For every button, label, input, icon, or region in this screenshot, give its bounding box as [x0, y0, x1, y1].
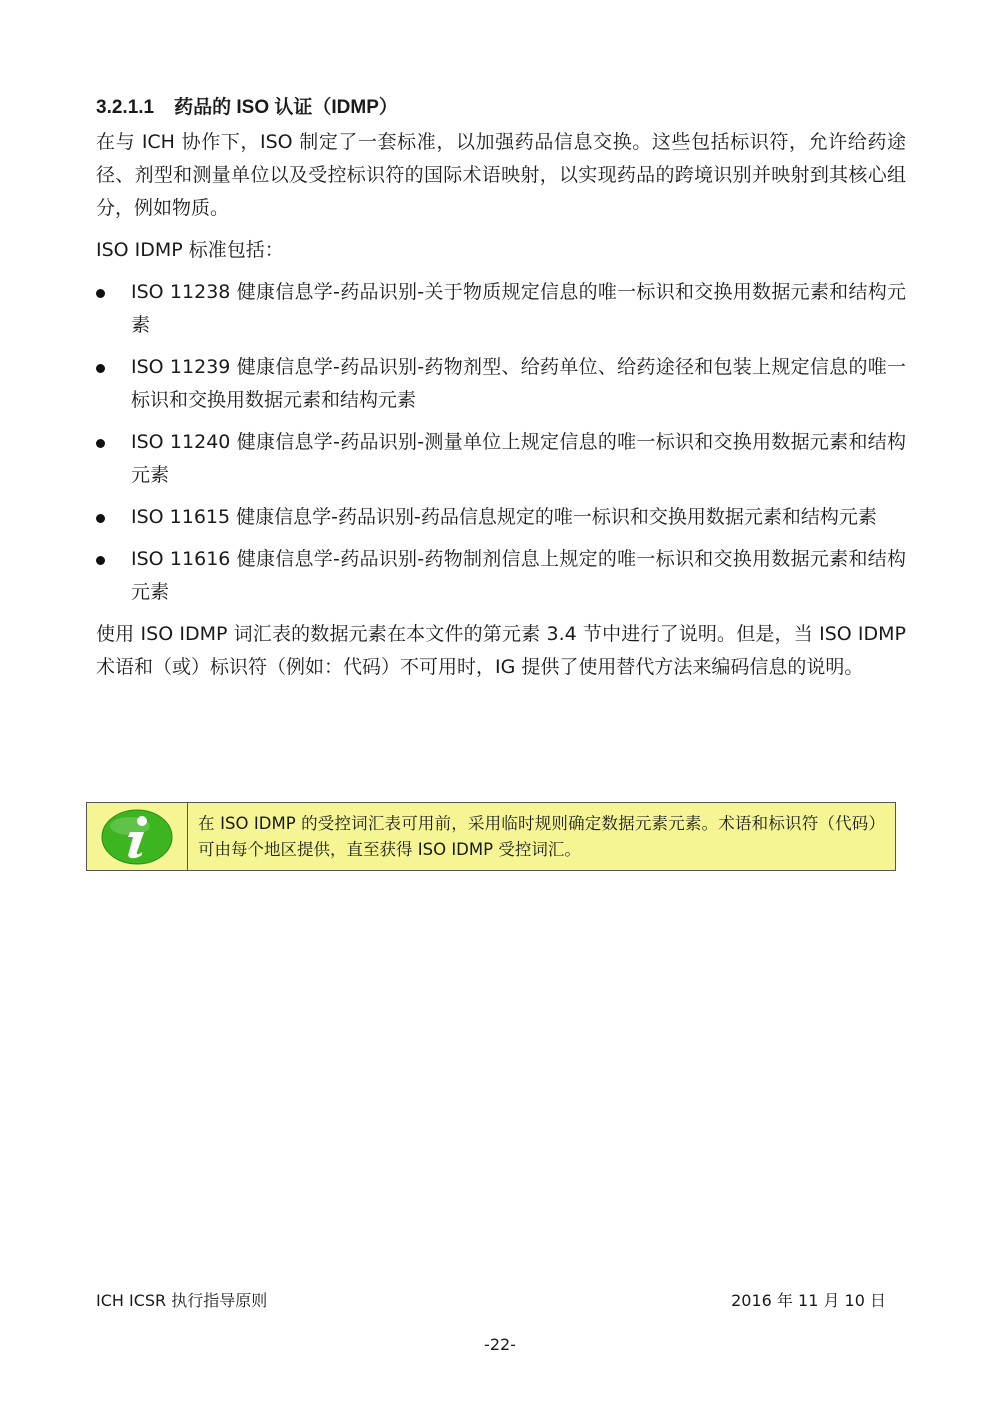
standard-text: ISO 11238 健康信息学-药品识别-关于物质规定信息的唯一标识和交换用数据元素和结构元素: [131, 281, 906, 336]
page-number: -22-: [484, 1335, 516, 1354]
list-item: [96, 351, 906, 417]
footer-document-title: ICH ICSR 执行指导原则: [96, 1291, 268, 1310]
bullet-icon: [96, 514, 105, 523]
intro-paragraph: 在与 ICH 协作下，ISO 制定了一套标准，以加强药品信息交换。这些包括标识符，允许给药途径、剂型和测量单位以及受控标识符的国际术语映射，以实现药品的跨境识别并映射到其核心组分，例如物质。: [96, 131, 906, 219]
list-item: [96, 426, 906, 492]
list-item: [96, 276, 906, 342]
standards-list: [96, 276, 906, 609]
section-heading: [96, 92, 906, 124]
note-icon-cell: [87, 803, 188, 870]
bullet-icon: [96, 556, 105, 565]
info-icon: [100, 808, 174, 866]
list-item: [96, 501, 906, 534]
closing-paragraph: 使用 ISO IDMP 词汇表的数据元素在本文件的第元素 3.4 节中进行了说明。但是，当 ISO IDMP 术语和（或）标识符（例如：代码）不可用时，IG 提供了使用替代方法来编码信息的说明。: [96, 623, 906, 678]
note-text: 在 ISO IDMP 的受控词汇表可用前，采用临时规则确定数据元素元素。术语和标识符（代码）可由每个地区提供，直至获得 ISO IDMP 受控词汇。: [198, 814, 885, 859]
main-content: [96, 92, 906, 693]
footer-date: 2016 年 11 月 10 日: [731, 1291, 886, 1310]
bullet-icon: [96, 289, 105, 298]
standard-text: ISO 11239 健康信息学-药品识别-药物剂型、给药单位、给药途径和包装上规定信息的唯一标识和交换用数据元素和结构元素: [131, 356, 906, 411]
standards-lead: ISO IDMP 标准包括：: [96, 239, 284, 261]
section-title: 药品的 ISO 认证（IDMP）: [174, 97, 398, 118]
section-number: 3.2.1.1: [96, 97, 155, 118]
info-note-box: [86, 802, 896, 871]
standard-text: ISO 11616 健康信息学-药品识别-药物制剂信息上规定的唯一标识和交换用数据元素和结构元素: [131, 548, 906, 603]
bullet-icon: [96, 439, 105, 448]
standard-text: ISO 11615 健康信息学-药品识别-药品信息规定的唯一标识和交换用数据元素和结构元素: [131, 506, 877, 528]
bullet-icon: [96, 364, 105, 373]
standard-text: ISO 11240 健康信息学-药品识别-测量单位上规定信息的唯一标识和交换用数据元素和结构元素: [131, 431, 906, 486]
list-item: [96, 543, 906, 609]
